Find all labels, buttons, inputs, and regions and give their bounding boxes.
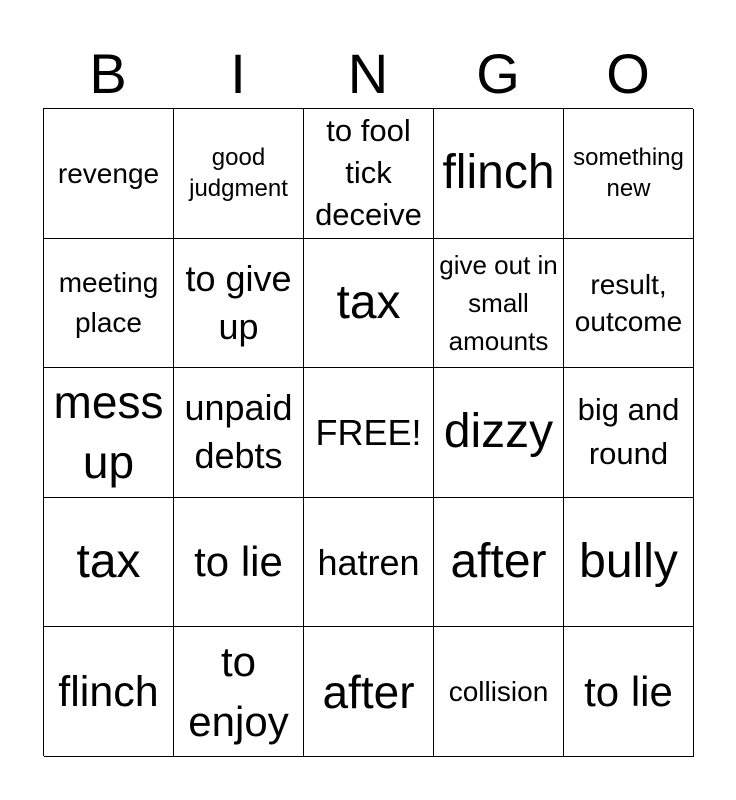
cell-text: bully xyxy=(579,535,678,589)
cell-text: something new xyxy=(573,144,684,203)
header-letter-o: O xyxy=(606,42,650,105)
cell-text: to enjoy xyxy=(188,637,289,745)
bingo-cell[interactable] xyxy=(434,498,564,628)
bingo-cell[interactable] xyxy=(564,498,694,628)
cell-text: to lie xyxy=(194,538,283,586)
bingo-cell[interactable] xyxy=(174,627,304,757)
cell-text: give out in small amounts xyxy=(439,249,558,356)
bingo-cell[interactable] xyxy=(304,109,434,239)
cell-text: collision xyxy=(448,676,549,708)
cell-text: dizzy xyxy=(443,405,554,459)
bingo-cell[interactable] xyxy=(174,368,304,498)
cell-text: flinch xyxy=(442,146,555,200)
bingo-cell[interactable] xyxy=(44,627,174,757)
cell-text: flinch xyxy=(58,667,159,716)
bingo-cell[interactable] xyxy=(564,109,694,239)
bingo-cell[interactable] xyxy=(434,368,564,498)
cell-text: result, outcome xyxy=(574,268,683,337)
cell-text: to lie xyxy=(584,667,673,715)
cell-text: revenge xyxy=(57,157,160,189)
bingo-cell[interactable] xyxy=(304,368,434,498)
cell-text: tax xyxy=(76,535,141,589)
cell-text: after xyxy=(450,535,547,589)
cell-text: to fool tick deceive xyxy=(315,113,422,233)
bingo-cell[interactable] xyxy=(44,109,174,239)
cell-text: tax xyxy=(336,275,401,329)
cell-text: to give up xyxy=(185,257,292,347)
bingo-cell[interactable] xyxy=(434,239,564,369)
bingo-cell[interactable] xyxy=(434,627,564,757)
bingo-cell[interactable] xyxy=(434,109,564,239)
bingo-cell[interactable] xyxy=(564,368,694,498)
cell-text: FREE! xyxy=(315,411,422,453)
cell-text: mess up xyxy=(53,376,164,489)
header-letter-n: N xyxy=(347,42,389,105)
bingo-cell[interactable] xyxy=(304,627,434,757)
bingo-cell[interactable] xyxy=(564,239,694,369)
bingo-cell[interactable] xyxy=(44,239,174,369)
bingo-cell[interactable] xyxy=(44,498,174,628)
cell-text: hatren xyxy=(317,541,420,583)
cell-text: meeting place xyxy=(58,266,159,338)
cell-text: unpaid debts xyxy=(184,387,293,477)
bingo-cell[interactable] xyxy=(44,368,174,498)
header-letter-i: I xyxy=(230,42,246,105)
cell-text: after xyxy=(322,665,415,718)
bingo-cell[interactable] xyxy=(564,627,694,757)
cell-text: big and round xyxy=(577,392,680,472)
cell-text: good judgment xyxy=(189,144,288,203)
bingo-header xyxy=(43,40,693,108)
bingo-cell[interactable] xyxy=(174,109,304,239)
header-letter-g: G xyxy=(476,42,520,105)
bingo-cell[interactable] xyxy=(174,239,304,369)
header-letter-b: B xyxy=(89,42,127,105)
bingo-cell[interactable] xyxy=(304,498,434,628)
bingo-cell[interactable] xyxy=(174,498,304,628)
bingo-board xyxy=(43,108,693,756)
bingo-cell[interactable] xyxy=(304,239,434,369)
